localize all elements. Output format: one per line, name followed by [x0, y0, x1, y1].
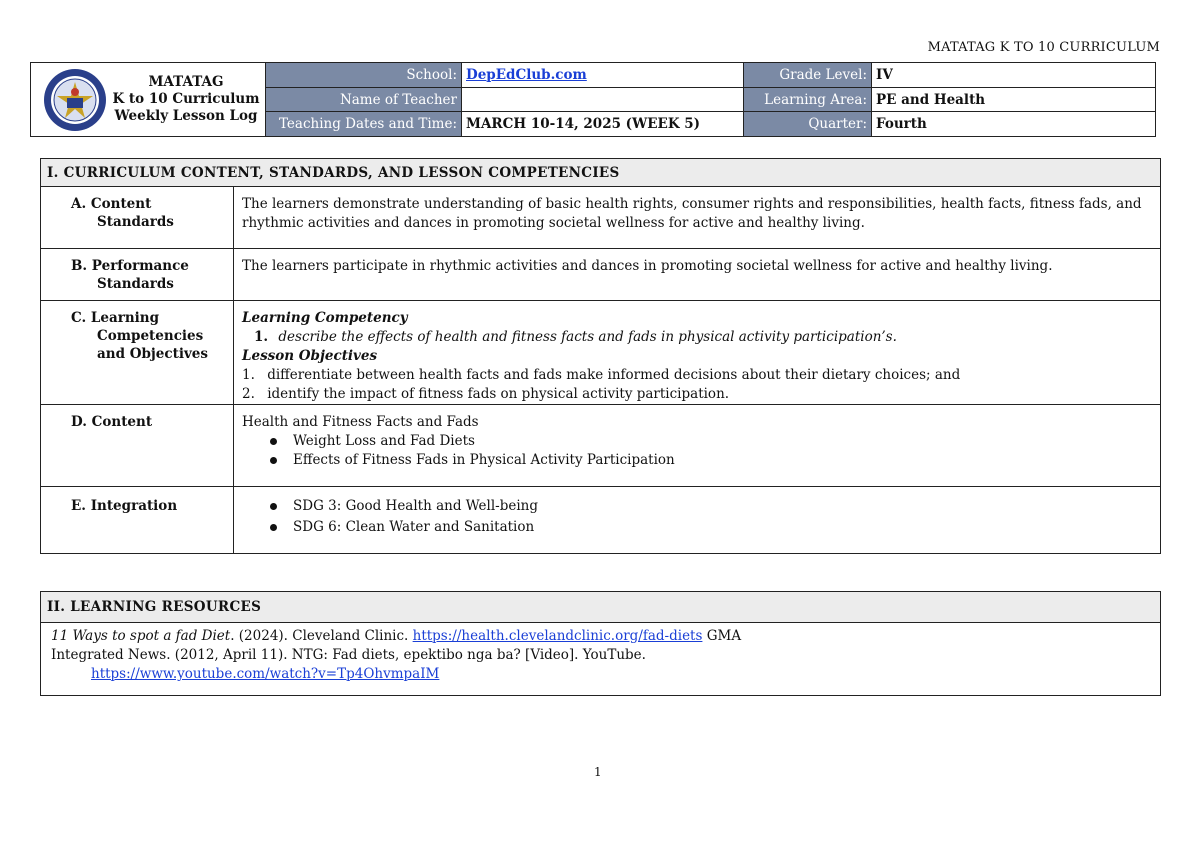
school-link[interactable]: DepEdClub.com	[466, 67, 587, 83]
row-content: The learners participate in rhythmic activities and dances in promoting societal wellness for active and healthy living.	[242, 258, 1053, 274]
logo-line-1: MATATAG	[148, 74, 224, 90]
competency-num: 1.	[254, 329, 269, 345]
reference-text: . (2024). Cleveland Clinic.	[230, 628, 413, 644]
list-item	[242, 518, 1152, 537]
references	[41, 623, 1160, 684]
school-value	[462, 63, 744, 88]
quarter-value: Fourth	[876, 116, 927, 132]
reference-link[interactable]: https://health.clevelandclinic.org/fad-diets	[412, 628, 703, 644]
objective-num: 2.	[242, 386, 255, 402]
section-title: I. CURRICULUM CONTENT, STANDARDS, AND LESSON COMPETENCIES	[41, 159, 1160, 187]
curriculum-section	[40, 158, 1161, 554]
competencies-row	[41, 301, 1160, 405]
competency-text: describe the effects of health and fitness facts and fads in physical activity participation’s.	[278, 329, 897, 345]
list-item	[242, 451, 1152, 470]
resources-section	[40, 591, 1161, 696]
row-content	[234, 487, 1160, 553]
objective-text: differentiate between health facts and fads make informed decisions about their dietary choices; and	[267, 367, 961, 383]
bullet-dot-icon	[270, 457, 277, 464]
row-label-line: Standards	[97, 214, 174, 230]
objective-num: 1.	[242, 367, 255, 383]
list-item-text: Weight Loss and Fad Diets	[293, 433, 475, 449]
objective-item	[242, 385, 1152, 404]
list-item-text: Effects of Fitness Fads in Physical Activity Participation	[293, 452, 675, 468]
section-title: II. LEARNING RESOURCES	[41, 592, 1160, 623]
bullet-dot-icon	[270, 524, 277, 531]
running-head: MATATAG K TO 10 CURRICULUM	[927, 40, 1160, 55]
row-label-line: B. Performance	[71, 258, 189, 274]
school-label: School:	[266, 63, 462, 88]
grade-label: Grade Level:	[744, 63, 872, 88]
integration-row	[41, 487, 1160, 553]
area-value: PE and Health	[872, 88, 1155, 112]
reference-2: Integrated News. (2012, April 11). NTG: Fad diets, epektibo nga ba? [Video]. YouTube.	[51, 647, 646, 663]
row-label	[41, 405, 234, 486]
logo-cell	[31, 63, 266, 136]
logo-line-3: Weekly Lesson Log	[114, 108, 258, 124]
row-content: The learners demonstrate understanding of basic health rights, consumer rights and responsibilities, health facts, fitness fads, and rhythmic activities and dances in promoting societal wellness for active and healthy living.	[242, 196, 1142, 231]
header-grid	[266, 63, 1155, 136]
header-table	[30, 62, 1156, 137]
competency-heading: Learning Competency	[242, 310, 408, 326]
row-label	[41, 487, 234, 553]
reference-link[interactable]: https://www.youtube.com/watch?v=Tp4OhvmpaIM	[91, 666, 440, 682]
row-content	[234, 405, 1160, 486]
row-label-line: Competencies	[97, 328, 204, 344]
row-label-line: and Objectives	[97, 346, 208, 362]
bullet-dot-icon	[270, 503, 277, 510]
list-item	[242, 432, 1152, 451]
teacher-label: Name of Teacher	[266, 88, 462, 112]
row-label-line: Standards	[97, 276, 174, 292]
deped-seal-icon	[43, 68, 107, 132]
row-label-line: C. Learning	[71, 310, 160, 326]
row-label-line: D. Content	[71, 414, 153, 430]
row-label	[41, 249, 234, 300]
row-label-line: E. Integration	[71, 498, 178, 514]
bullet-dot-icon	[270, 438, 277, 445]
dates-value: MARCH 10-14, 2025 (WEEK 5)	[462, 112, 744, 136]
logo-line-2: K to 10 Curriculum	[112, 91, 260, 107]
logo-title	[107, 74, 265, 125]
reference-title: 11 Ways to spot a fad Diet	[51, 628, 231, 644]
objective-text: identify the impact of fitness fads on physical activity participation.	[267, 386, 730, 402]
content-topic: Health and Fitness Facts and Fads	[242, 414, 479, 430]
teacher-value	[462, 88, 744, 112]
reference-1	[51, 627, 1150, 646]
reference-text: GMA	[702, 628, 742, 644]
objective-item	[242, 366, 1152, 385]
quarter-label: Quarter:	[744, 112, 872, 136]
list-item	[242, 497, 1152, 516]
grade-value: IV	[872, 63, 1155, 88]
objectives-heading: Lesson Objectives	[242, 348, 378, 364]
row-label	[41, 187, 234, 248]
row-content	[234, 301, 1160, 404]
content-standards-row	[41, 187, 1160, 249]
competency-item	[242, 328, 1152, 347]
dates-label: Teaching Dates and Time:	[266, 112, 462, 136]
performance-standards-row	[41, 249, 1160, 301]
list-item-text: SDG 6: Clean Water and Sanitation	[293, 519, 535, 535]
row-label-line: A. Content	[71, 196, 152, 212]
row-label	[41, 301, 234, 404]
reference-2-link-line	[51, 665, 1150, 684]
content-row	[41, 405, 1160, 487]
page-number: 1	[594, 765, 602, 779]
area-label: Learning Area:	[744, 88, 872, 112]
list-item-text: SDG 3: Good Health and Well-being	[293, 498, 539, 514]
